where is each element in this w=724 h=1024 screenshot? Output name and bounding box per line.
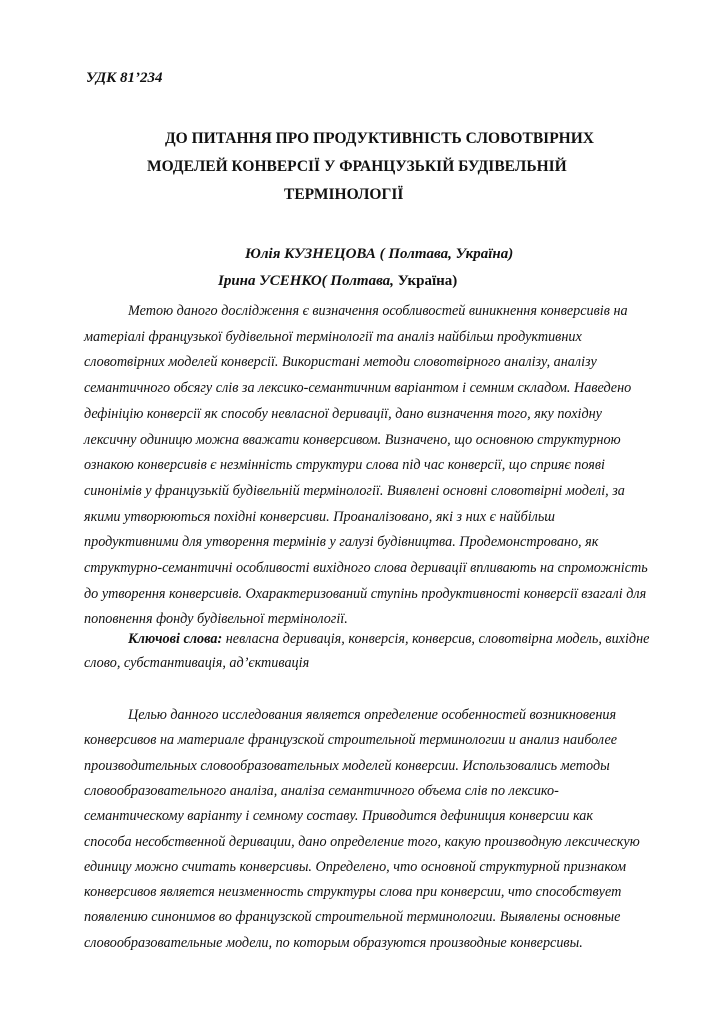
paragraph-line: дефініцію конверсії як способу невласної деривації, дано визначення того, яку похідну [84, 405, 602, 422]
paragraph-line: словотвірних моделей конверсії. Використані методи словотвірного аналізу, аналізу [84, 354, 597, 371]
title-line: ТЕРМІНОЛОГІЇ [284, 186, 404, 203]
keywords-line-2: слово, субстантивація, ад’єктивація [84, 655, 310, 671]
paragraph-line: появлению синонимов во французской строительной терминологии. Выявлены основные [84, 909, 621, 926]
author-1: Юлія КУЗНЕЦОВА ( Полтава, Україна) [245, 246, 514, 262]
paragraph-line: продуктивними для утворення термінів у галузі будівництва. Продемонстровано, як [84, 534, 599, 551]
paragraph-line: матеріалі французької будівельної термінології та аналіз найбільш продуктивних [84, 328, 582, 345]
paragraph-line: производительных словообразовательных моделей конверсии. Использовались методы [84, 757, 610, 774]
keywords-line [128, 631, 649, 648]
paragraph-line: конверсивов на материале французской строительной терминологии и анализ наиболее [84, 732, 618, 749]
paragraph-line: синонімів у французькій будівельній термінології. Виявлені основні словотвірні моделі, за [84, 482, 625, 499]
title-line: ДО ПИТАННЯ ПРО ПРОДУКТИВНІСТЬ СЛОВОТВІРНИХ [165, 130, 594, 147]
paragraph-line: якими утворюються похідні конверсиви. Проаналізовано, які з них є найбільш [84, 508, 556, 525]
title-line: МОДЕЛЕЙ КОНВЕРСІЇ У ФРАНЦУЗЬКІЙ БУДІВЕЛЬНІЙ [147, 158, 567, 175]
paragraph-line: Метою даного дослідження є визначення особливостей виникнення конверсивів на [128, 303, 628, 319]
paragraph-line: словообразовательного аналіза, аналіза семантичного объема слів по лексико- [84, 782, 559, 799]
keywords-text: невласна деривація, конверсія, конверсив, словотвірна модель, вихідне [222, 631, 650, 647]
paragraph-line: поповнення фонду будівельної термінології. [84, 611, 348, 628]
author-2-country: Україна) [393, 273, 458, 289]
udk-code: УДК 81’234 [86, 70, 163, 86]
paragraph-line: ознакою конверсивів є незмінність структури слова під час конверсії, що сприяє появі [84, 457, 605, 474]
paragraph-line: способа несобственной деривации, дано определение того, какую производную лексическую [84, 833, 640, 850]
paragraph-line: конверсивов является неизменность структуры слова при конверсии, что способствует [84, 884, 622, 901]
author-2 [218, 273, 457, 290]
paragraph-line: семантичного обсягу слів за лексико-семантичним варіантом і семним складом. Наведено [84, 380, 632, 397]
keywords-label: Ключові слова: [128, 631, 223, 647]
paragraph-line: словообразовательные модели, по которым образуются производные конверсивы. [84, 934, 583, 951]
paragraph-line: лексичну одиницю можна вважати конверсивом. Визначено, що основною структурною [84, 431, 621, 448]
author-2-name: Ірина УСЕНКО( Полтава, [218, 273, 394, 289]
paragraph-line: до утворення конверсивів. Охарактеризований ступінь продуктивності конверсії взагалі для [84, 585, 647, 602]
paragraph-line: семантическому варіанту і семному составу. Приводится дефиниция конверсии как [84, 808, 593, 825]
paragraph-line: единицу можно считать конверсивы. Определено, что основной структурной признаком [84, 858, 627, 875]
paragraph-line: Целью данного исследования является определение особенностей возникновения [128, 707, 617, 723]
paragraph-line: структурно-семантичні особливості вихідного слова деривації впливають на спроможність [84, 560, 648, 576]
